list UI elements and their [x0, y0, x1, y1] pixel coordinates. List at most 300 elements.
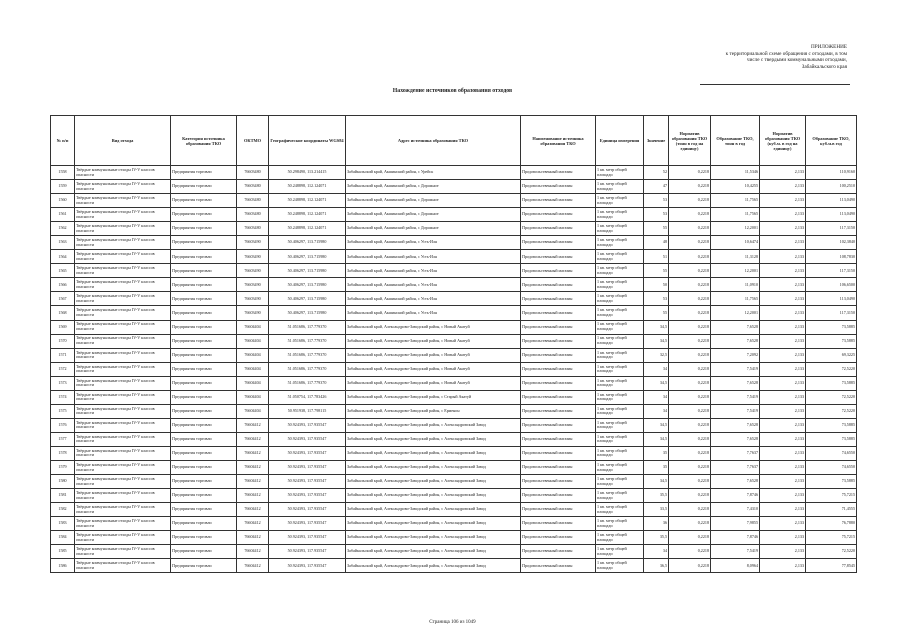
unit-cell: 1 кв. метр общей площади [596, 545, 644, 559]
row-number: 1579 [51, 460, 75, 474]
oktmo-cell: 76603480 [237, 222, 269, 236]
address-cell: Забайкальский край, Александрово-Заводский район, с Новый Акатуй [346, 362, 521, 376]
norm-m3-cell: 2,133 [760, 264, 806, 278]
category-cell: Предприятия торговли [171, 222, 237, 236]
row-number: 1576 [51, 418, 75, 432]
row-number: 1565 [51, 264, 75, 278]
value-cell: 53 [644, 208, 669, 222]
address-cell: Забайкальский край, Александрово-Заводский район, с Александровский Завод [346, 432, 521, 446]
row-number: 1566 [51, 278, 75, 292]
value-cell: 34 [644, 362, 669, 376]
table-row [51, 376, 857, 390]
coords-cell: 50.248898, 112.124071 [269, 208, 346, 222]
norm-t-cell: 0,2218 [669, 264, 711, 278]
volume-m3-cell: 110,9160 [806, 166, 857, 180]
norm-m3-cell: 2,133 [760, 166, 806, 180]
source-name-cell: Продовольственный магазин [521, 292, 596, 306]
table-row [51, 503, 857, 517]
table-row [51, 180, 857, 194]
value-cell: 52 [644, 166, 669, 180]
source-name-cell: Продовольственный магазин [521, 362, 596, 376]
waste-type-cell: Твёрдые коммунальные отходы IV-V классов опасности [75, 418, 171, 432]
oktmo-cell: 76603490 [237, 250, 269, 264]
coords-cell: 51.050754, 117.783426 [269, 390, 346, 404]
address-cell: Забайкальский край, Александрово-Заводский район, с Александровский Завод [346, 503, 521, 517]
header-category: Категория источника образования ТКО [171, 116, 237, 166]
category-cell: Предприятия торговли [171, 348, 237, 362]
waste-type-cell: Твёрдые коммунальные отходы IV-V классов опасности [75, 517, 171, 531]
norm-t-cell: 0,2218 [669, 489, 711, 503]
norm-t-cell: 0,2218 [669, 418, 711, 432]
norm-t-cell: 0,2218 [669, 320, 711, 334]
norm-t-cell: 0,2218 [669, 559, 711, 573]
norm-m3-cell: 2,133 [760, 236, 806, 250]
waste-type-cell: Твёрдые коммунальные отходы IV-V классов опасности [75, 503, 171, 517]
waste-type-cell: Твёрдые коммунальные отходы IV-V классов опасности [75, 180, 171, 194]
address-cell: Забайкальский край, Акшинский район, с Урейск [346, 166, 521, 180]
waste-type-cell: Твёрдые коммунальные отходы IV-V классов опасности [75, 362, 171, 376]
address-cell: Забайкальский край, Александрово-Заводский район, с Новый Акатуй [346, 348, 521, 362]
table-row [51, 531, 857, 545]
header-norm-t: Норматив образования ТКО (тонн в год на единицу) [669, 116, 711, 166]
norm-m3-cell: 2,133 [760, 376, 806, 390]
norm-t-cell: 0,2218 [669, 390, 711, 404]
norm-t-cell: 0,2218 [669, 404, 711, 418]
volume-t-cell: 8,0964 [711, 559, 760, 573]
category-cell: Предприятия торговли [171, 306, 237, 320]
address-cell: Забайкальский край, Александрово-Заводский район, с Александровский Завод [346, 517, 521, 531]
norm-m3-cell: 2,133 [760, 545, 806, 559]
source-name-cell: Продовольственный магазин [521, 334, 596, 348]
source-name-cell: Продовольственный магазин [521, 306, 596, 320]
value-cell: 36 [644, 517, 669, 531]
coords-cell: 50.924393, 117.935547 [269, 432, 346, 446]
table-row [51, 292, 857, 306]
row-number: 1584 [51, 531, 75, 545]
oktmo-cell: 76604404 [237, 390, 269, 404]
row-number: 1586 [51, 559, 75, 573]
norm-t-cell: 0,2218 [669, 334, 711, 348]
row-number: 1570 [51, 334, 75, 348]
category-cell: Предприятия торговли [171, 376, 237, 390]
table-row [51, 545, 857, 559]
category-cell: Предприятия торговли [171, 475, 237, 489]
row-number: 1564 [51, 250, 75, 264]
oktmo-cell: 76604404 [237, 376, 269, 390]
unit-cell: 1 кв. метр общей площади [596, 503, 644, 517]
waste-type-cell: Твёрдые коммунальные отходы IV-V классов опасности [75, 489, 171, 503]
norm-m3-cell: 2,133 [760, 446, 806, 460]
unit-cell: 1 кв. метр общей площади [596, 250, 644, 264]
volume-t-cell: 11,7565 [711, 194, 760, 208]
volume-m3-cell: 73,5885 [806, 418, 857, 432]
volume-m3-cell: 117,3150 [806, 306, 857, 320]
volume-t-cell: 7,6528 [711, 432, 760, 446]
coords-cell: 50.406297, 113.715980 [269, 250, 346, 264]
coords-cell: 50.924393, 117.935547 [269, 531, 346, 545]
unit-cell: 1 кв. метр общей площади [596, 180, 644, 194]
table-row [51, 348, 857, 362]
category-cell: Предприятия торговли [171, 292, 237, 306]
coords-cell: 50.298490, 113.214415 [269, 166, 346, 180]
source-name-cell: Продовольственный магазин [521, 208, 596, 222]
category-cell: Предприятия торговли [171, 236, 237, 250]
volume-t-cell: 7,6528 [711, 320, 760, 334]
address-cell: Забайкальский край, Александрово-Заводский район, с Александровский Завод [346, 545, 521, 559]
source-name-cell: Продовольственный магазин [521, 446, 596, 460]
value-cell: 34,5 [644, 376, 669, 390]
row-number: 1571 [51, 348, 75, 362]
coords-cell: 50.406297, 113.715980 [269, 292, 346, 306]
row-number: 1563 [51, 236, 75, 250]
value-cell: 34,5 [644, 475, 669, 489]
oktmo-cell: 76603490 [237, 236, 269, 250]
value-cell: 34 [644, 390, 669, 404]
value-cell: 48 [644, 236, 669, 250]
norm-m3-cell: 2,133 [760, 390, 806, 404]
waste-type-cell: Твёрдые коммунальные отходы IV-V классов опасности [75, 432, 171, 446]
waste-type-cell: Твёрдые коммунальные отходы IV-V классов опасности [75, 278, 171, 292]
norm-t-cell: 0,2218 [669, 503, 711, 517]
unit-cell: 1 кв. метр общей площади [596, 446, 644, 460]
unit-cell: 1 кв. метр общей площади [596, 278, 644, 292]
source-name-cell: Продовольственный магазин [521, 503, 596, 517]
value-cell: 35,5 [644, 531, 669, 545]
value-cell: 33,5 [644, 503, 669, 517]
category-cell: Предприятия торговли [171, 194, 237, 208]
norm-m3-cell: 2,133 [760, 334, 806, 348]
volume-m3-cell: 73,5885 [806, 432, 857, 446]
volume-m3-cell: 77,8545 [806, 559, 857, 573]
oktmo-cell: 76604404 [237, 334, 269, 348]
volume-t-cell: 7,5419 [711, 362, 760, 376]
table-row [51, 222, 857, 236]
value-cell: 32,5 [644, 348, 669, 362]
waste-type-cell: Твёрдые коммунальные отходы IV-V классов опасности [75, 390, 171, 404]
oktmo-cell: 76604412 [237, 460, 269, 474]
table-row [51, 278, 857, 292]
address-cell: Забайкальский край, Акшинский район, с Дорожное [346, 194, 521, 208]
address-cell: Забайкальский край, Акшинский район, с Дорожное [346, 222, 521, 236]
address-cell: Забайкальский край, Александрово-Заводский район, с Александровский Завод [346, 489, 521, 503]
oktmo-cell: 76604412 [237, 432, 269, 446]
unit-cell: 1 кв. метр общей площади [596, 208, 644, 222]
row-number: 1578 [51, 446, 75, 460]
norm-t-cell: 0,2218 [669, 236, 711, 250]
oktmo-cell: 76604404 [237, 404, 269, 418]
address-cell: Забайкальский край, Александрово-Заводский район, с Новый Акатуй [346, 334, 521, 348]
appendix-line: Забайкальского края [801, 63, 847, 70]
volume-t-cell: 11,7565 [711, 208, 760, 222]
category-cell: Предприятия торговли [171, 390, 237, 404]
oktmo-cell: 76604412 [237, 517, 269, 531]
coords-cell: 50.924393, 117.935547 [269, 446, 346, 460]
unit-cell: 1 кв. метр общей площади [596, 320, 644, 334]
category-cell: Предприятия торговли [171, 320, 237, 334]
unit-cell: 1 кв. метр общей площади [596, 475, 644, 489]
volume-m3-cell: 113,0490 [806, 208, 857, 222]
waste-type-cell: Твёрдые коммунальные отходы IV-V классов опасности [75, 334, 171, 348]
coords-cell: 51.051686, 117.779370 [269, 348, 346, 362]
volume-m3-cell: 71,4555 [806, 503, 857, 517]
table-row [51, 390, 857, 404]
unit-cell: 1 кв. метр общей площади [596, 348, 644, 362]
unit-cell: 1 кв. метр общей площади [596, 418, 644, 432]
source-name-cell: Продовольственный магазин [521, 531, 596, 545]
oktmo-cell: 76604412 [237, 559, 269, 573]
coords-cell: 50.406297, 113.715980 [269, 278, 346, 292]
norm-t-cell: 0,2218 [669, 376, 711, 390]
address-cell: Забайкальский край, Александрово-Заводский район, с Новый Акатуй [346, 376, 521, 390]
unit-cell: 1 кв. метр общей площади [596, 194, 644, 208]
header-volume-t: Образование ТКО, тонн в год [711, 116, 760, 166]
norm-m3-cell: 2,133 [760, 418, 806, 432]
waste-type-cell: Твёрдые коммунальные отходы IV-V классов опасности [75, 306, 171, 320]
row-number: 1558 [51, 166, 75, 180]
unit-cell: 1 кв. метр общей площади [596, 334, 644, 348]
table-row [51, 306, 857, 320]
norm-t-cell: 0,2218 [669, 517, 711, 531]
norm-t-cell: 0,2218 [669, 475, 711, 489]
volume-m3-cell: 102,3840 [806, 236, 857, 250]
oktmo-cell: 76604404 [237, 362, 269, 376]
table-row [51, 475, 857, 489]
norm-m3-cell: 2,133 [760, 222, 806, 236]
unit-cell: 1 кв. метр общей площади [596, 517, 644, 531]
table-row [51, 517, 857, 531]
address-cell: Забайкальский край, Акшинский район, с Усть-Иля [346, 250, 521, 264]
appendix-heading: ПРИЛОЖЕНИЕ [811, 44, 847, 50]
address-cell: Забайкальский край, Акшинский район, с Дорожное [346, 180, 521, 194]
unit-cell: 1 кв. метр общей площади [596, 166, 644, 180]
coords-cell: 50.924393, 117.935547 [269, 418, 346, 432]
norm-m3-cell: 2,133 [760, 475, 806, 489]
table-row [51, 236, 857, 250]
address-cell: Забайкальский край, Акшинский район, с Усть-Иля [346, 278, 521, 292]
volume-t-cell: 7,5419 [711, 545, 760, 559]
address-cell: Забайкальский край, Александрово-Заводский район, с Старый Акатуй [346, 390, 521, 404]
oktmo-cell: 76604404 [237, 320, 269, 334]
norm-t-cell: 0,2218 [669, 222, 711, 236]
unit-cell: 1 кв. метр общей площади [596, 292, 644, 306]
unit-cell: 1 кв. метр общей площади [596, 404, 644, 418]
waste-type-cell: Твёрдые коммунальные отходы IV-V классов опасности [75, 194, 171, 208]
row-number: 1559 [51, 180, 75, 194]
value-cell: 55 [644, 264, 669, 278]
category-cell: Предприятия торговли [171, 334, 237, 348]
source-name-cell: Продовольственный магазин [521, 559, 596, 573]
volume-m3-cell: 72,5220 [806, 362, 857, 376]
volume-t-cell: 7,5419 [711, 404, 760, 418]
unit-cell: 1 кв. метр общей площади [596, 362, 644, 376]
oktmo-cell: 76603490 [237, 306, 269, 320]
table-row [51, 194, 857, 208]
value-cell: 53 [644, 292, 669, 306]
table-row [51, 250, 857, 264]
volume-m3-cell: 113,0490 [806, 292, 857, 306]
row-number: 1573 [51, 376, 75, 390]
unit-cell: 1 кв. метр общей площади [596, 390, 644, 404]
unit-cell: 1 кв. метр общей площади [596, 264, 644, 278]
norm-m3-cell: 2,133 [760, 531, 806, 545]
source-name-cell: Продовольственный магазин [521, 545, 596, 559]
unit-cell: 1 кв. метр общей площади [596, 236, 644, 250]
volume-t-cell: 11,3128 [711, 250, 760, 264]
category-cell: Предприятия торговли [171, 418, 237, 432]
volume-m3-cell: 74,6550 [806, 446, 857, 460]
waste-type-cell: Твёрдые коммунальные отходы IV-V классов опасности [75, 446, 171, 460]
volume-t-cell: 7,7637 [711, 446, 760, 460]
volume-m3-cell: 117,3150 [806, 264, 857, 278]
row-number: 1562 [51, 222, 75, 236]
coords-cell: 51.051686, 117.779370 [269, 376, 346, 390]
category-cell: Предприятия торговли [171, 180, 237, 194]
table-row [51, 264, 857, 278]
row-number: 1560 [51, 194, 75, 208]
waste-type-cell: Твёрдые коммунальные отходы IV-V классов опасности [75, 250, 171, 264]
volume-m3-cell: 75,7215 [806, 489, 857, 503]
oktmo-cell: 76604412 [237, 475, 269, 489]
table-row [51, 559, 857, 573]
oktmo-cell: 76603480 [237, 166, 269, 180]
address-cell: Забайкальский край, Александрово-Заводский район, с Александровский Завод [346, 446, 521, 460]
coords-cell: 50.406297, 113.715980 [269, 236, 346, 250]
volume-t-cell: 7,2092 [711, 348, 760, 362]
table-row [51, 489, 857, 503]
coords-cell: 50.924393, 117.935547 [269, 460, 346, 474]
volume-t-cell: 11,5346 [711, 166, 760, 180]
value-cell: 34 [644, 404, 669, 418]
header-coords: Географические координаты WGS84 [269, 116, 346, 166]
oktmo-cell: 76604412 [237, 531, 269, 545]
norm-t-cell: 0,2218 [669, 250, 711, 264]
source-name-cell: Продовольственный магазин [521, 166, 596, 180]
address-cell: Забайкальский край, Александрово-Заводский район, с Александровский Завод [346, 418, 521, 432]
unit-cell: 1 кв. метр общей площади [596, 222, 644, 236]
volume-m3-cell: 69,3225 [806, 348, 857, 362]
address-cell: Забайкальский край, Александрово-Заводский район, с Александровский Завод [346, 531, 521, 545]
category-cell: Предприятия торговли [171, 362, 237, 376]
value-cell: 34,5 [644, 432, 669, 446]
coords-cell: 50.924393, 117.935547 [269, 503, 346, 517]
table-row [51, 418, 857, 432]
norm-t-cell: 0,2218 [669, 446, 711, 460]
row-number: 1568 [51, 306, 75, 320]
coords-cell: 50.924393, 117.935547 [269, 489, 346, 503]
source-name-cell: Продовольственный магазин [521, 390, 596, 404]
norm-m3-cell: 2,133 [760, 404, 806, 418]
category-cell: Предприятия торговли [171, 208, 237, 222]
unit-cell: 1 кв. метр общей площади [596, 432, 644, 446]
category-cell: Предприятия торговли [171, 489, 237, 503]
category-cell: Предприятия торговли [171, 404, 237, 418]
waste-type-cell: Твёрдые коммунальные отходы IV-V классов опасности [75, 376, 171, 390]
category-cell: Предприятия торговли [171, 545, 237, 559]
volume-t-cell: 7,6528 [711, 334, 760, 348]
norm-t-cell: 0,2218 [669, 278, 711, 292]
value-cell: 35,5 [644, 489, 669, 503]
waste-type-cell: Твёрдые коммунальные отходы IV-V классов опасности [75, 559, 171, 573]
volume-m3-cell: 73,5885 [806, 320, 857, 334]
unit-cell: 1 кв. метр общей площади [596, 531, 644, 545]
source-name-cell: Продовольственный магазин [521, 180, 596, 194]
address-cell: Забайкальский край, Акшинский район, с Усть-Иля [346, 306, 521, 320]
category-cell: Предприятия торговли [171, 278, 237, 292]
norm-m3-cell: 2,133 [760, 292, 806, 306]
volume-t-cell: 12,2001 [711, 222, 760, 236]
norm-m3-cell: 2,133 [760, 432, 806, 446]
appendix-block [677, 44, 847, 70]
table-header-row [51, 116, 857, 166]
table-row [51, 460, 857, 474]
source-name-cell: Продовольственный магазин [521, 236, 596, 250]
source-name-cell: Продовольственный магазин [521, 320, 596, 334]
oktmo-cell: 76604412 [237, 418, 269, 432]
source-name-cell: Продовольственный магазин [521, 517, 596, 531]
row-number: 1585 [51, 545, 75, 559]
volume-m3-cell: 74,6550 [806, 460, 857, 474]
category-cell: Предприятия торговли [171, 264, 237, 278]
coords-cell: 50.951938, 117.798115 [269, 404, 346, 418]
oktmo-cell: 76603490 [237, 264, 269, 278]
oktmo-cell: 76604412 [237, 545, 269, 559]
volume-m3-cell: 72,5220 [806, 404, 857, 418]
row-number: 1575 [51, 404, 75, 418]
header-source-name: Наименование источника образования ТКО [521, 116, 596, 166]
coords-cell: 50.924393, 117.935547 [269, 559, 346, 573]
unit-cell: 1 кв. метр общей площади [596, 306, 644, 320]
category-cell: Предприятия торговли [171, 460, 237, 474]
waste-type-cell: Твёрдые коммунальные отходы IV-V классов опасности [75, 348, 171, 362]
value-cell: 55 [644, 306, 669, 320]
norm-t-cell: 0,2218 [669, 180, 711, 194]
category-cell: Предприятия торговли [171, 432, 237, 446]
oktmo-cell: 76603480 [237, 194, 269, 208]
unit-cell: 1 кв. метр общей площади [596, 460, 644, 474]
category-cell: Предприятия торговли [171, 531, 237, 545]
volume-t-cell: 7,8746 [711, 531, 760, 545]
volume-m3-cell: 75,7215 [806, 531, 857, 545]
address-cell: Забайкальский край, Акшинский район, с Усть-Иля [346, 292, 521, 306]
oktmo-cell: 76603490 [237, 292, 269, 306]
waste-type-cell: Твёрдые коммунальные отходы IV-V классов опасности [75, 222, 171, 236]
volume-t-cell: 7,6528 [711, 475, 760, 489]
waste-sources-table [50, 115, 857, 573]
volume-m3-cell: 73,5885 [806, 475, 857, 489]
volume-m3-cell: 76,7880 [806, 517, 857, 531]
source-name-cell: Продовольственный магазин [521, 278, 596, 292]
coords-cell: 50.406297, 113.715980 [269, 306, 346, 320]
table-row [51, 334, 857, 348]
header-oktmo: ОКТМО [237, 116, 269, 166]
header-waste-type: Вид отхода [75, 116, 171, 166]
coords-cell: 51.051686, 117.779370 [269, 362, 346, 376]
source-name-cell: Продовольственный магазин [521, 460, 596, 474]
norm-m3-cell: 2,133 [760, 250, 806, 264]
volume-t-cell: 11,0910 [711, 278, 760, 292]
volume-t-cell: 12,2001 [711, 264, 760, 278]
norm-t-cell: 0,2218 [669, 545, 711, 559]
row-number: 1572 [51, 362, 75, 376]
table-row [51, 208, 857, 222]
row-number: 1574 [51, 390, 75, 404]
norm-t-cell: 0,2218 [669, 348, 711, 362]
source-name-cell: Продовольственный магазин [521, 376, 596, 390]
waste-type-cell: Твёрдые коммунальные отходы IV-V классов опасности [75, 264, 171, 278]
value-cell: 50 [644, 278, 669, 292]
row-number: 1580 [51, 475, 75, 489]
volume-t-cell: 10,4255 [711, 180, 760, 194]
